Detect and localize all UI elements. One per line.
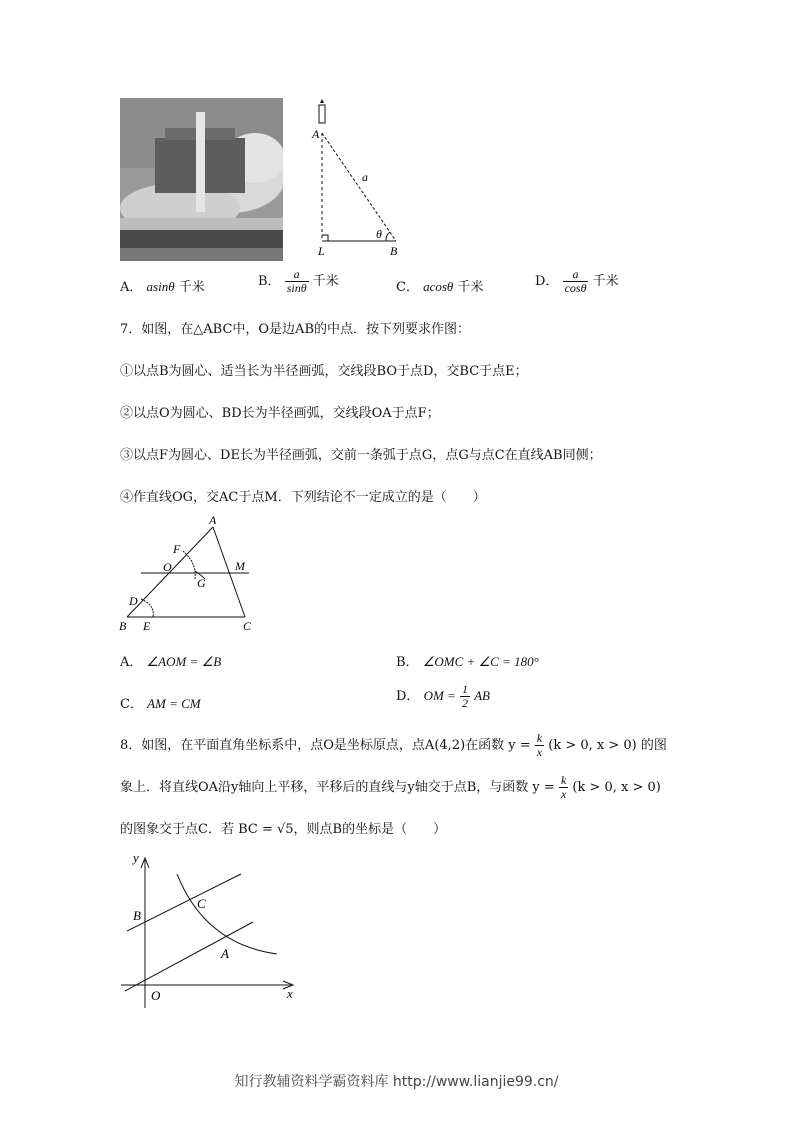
q6-option-b[interactable]: B． $\frac{a}{\sin\theta}$ 千米 xyxy=(258,267,339,295)
q7-step-2: ②以点O为圆心、BD长为半径画弧，交线段OA于点F； xyxy=(120,406,440,421)
q6-option-d-fraction: $\frac{a}{\cos\theta}$ xyxy=(564,267,587,295)
q7-stem: 7．如图，在△ABC中，O是边AB的中点．按下列要求作图： xyxy=(120,322,470,337)
q7-step-1: ①以点B为圆心、适当长为半径画弧，交线段BO于点D，交BC于点E； xyxy=(120,364,528,379)
q7-label-F: F xyxy=(173,542,181,556)
q7-label-B: B xyxy=(119,619,127,633)
q7-option-c[interactable]: C． AM = CM xyxy=(120,696,201,712)
q7-label-G: G xyxy=(197,576,206,590)
q7-label-M: M xyxy=(235,559,245,573)
q8-line-2: 象上．将直线OA沿y轴向上平移，平移后的直线与y轴交于点B，与函数 y = $\frac{k}{x}$ (k > 0, x > 0) xyxy=(120,773,661,801)
q6-option-b-fraction: $\frac{a}{\sin\theta}$ xyxy=(286,267,307,295)
q6-label-L: L xyxy=(318,244,325,258)
q8-label-A: A xyxy=(221,946,229,961)
q7-label-D: D xyxy=(129,594,138,608)
q7-triangle-diagram xyxy=(115,513,265,635)
q7-label-A: A xyxy=(209,513,217,527)
q7-label-C: C xyxy=(243,619,252,633)
rocket-launch-photo xyxy=(120,98,283,261)
q6-label-theta: θ xyxy=(376,227,382,241)
q7-label-E: E xyxy=(143,619,151,633)
q8-label-O: O xyxy=(151,988,161,1003)
q8-label-y: y xyxy=(133,850,139,865)
q6-option-d[interactable]: D． $\frac{a}{\cos\theta}$ 千米 xyxy=(535,267,619,295)
q7-option-d-fraction: $\frac{1}{2}$ xyxy=(461,682,468,710)
q8-coordinate-diagram xyxy=(115,848,305,1010)
q6-label-a: a xyxy=(362,170,368,184)
footer-watermark: 知行教辅资料学霸资料库 http://www.lianjie99.cn/ xyxy=(234,1074,559,1090)
q8-fraction-2: $\frac{k}{x}$ xyxy=(560,773,567,801)
q6-triangle-diagram xyxy=(300,95,410,265)
q8-label-B: B xyxy=(133,908,141,923)
q7-label-O: O xyxy=(163,560,172,574)
q7-option-a[interactable]: A． ∠AOM = ∠B xyxy=(120,654,222,670)
q8-label-C: C xyxy=(197,896,206,911)
q7-option-b[interactable]: B． ∠OMC + ∠C = 180° xyxy=(396,654,539,670)
q8-label-x: x xyxy=(287,986,293,1001)
q6-label-A: A xyxy=(312,127,320,141)
q6-option-a[interactable]: A． asinθ 千米 xyxy=(120,279,205,295)
q7-step-3: ③以点F为圆心、DE长为半径画弧，交前一条弧于点G，点G与点C在直线AB同侧； xyxy=(120,448,602,463)
q6-label-B: B xyxy=(390,244,398,258)
q8-line-3: 的图象交于点C．若 BC = √5，则点B的坐标是（ ） xyxy=(120,822,447,837)
q8-fraction-1: $\frac{k}{x}$ xyxy=(536,731,543,759)
q8-line-1: 8．如图，在平面直角坐标系中，点O是坐标原点，点A(4,2)在函数 y = $\frac{k}{x}$ (k > 0, x > 0) 的图 xyxy=(120,731,667,759)
q6-option-c[interactable]: C． acosθ 千米 xyxy=(396,279,484,295)
q7-option-d[interactable]: D． OM = $\frac{1}{2}$ AB xyxy=(396,682,490,710)
q7-step-4: ④作直线OG，交AC于点M．下列结论不一定成立的是（ ） xyxy=(120,490,486,505)
